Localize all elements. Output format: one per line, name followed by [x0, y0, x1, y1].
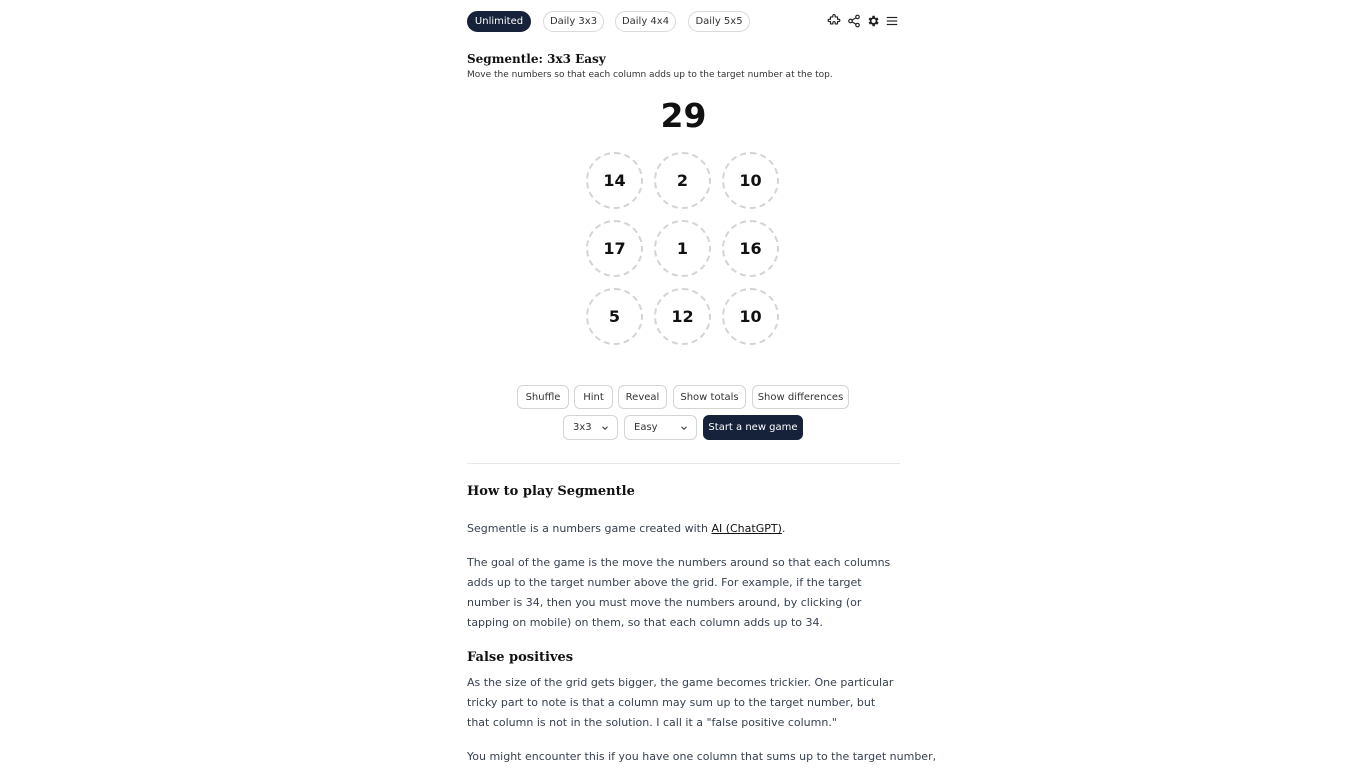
- hint-button[interactable]: Hint: [574, 385, 613, 409]
- grid-cell[interactable]: 14: [586, 152, 643, 209]
- tab-unlimited[interactable]: Unlimited: [467, 11, 531, 32]
- grid-cell[interactable]: 5: [586, 288, 643, 345]
- tab-daily-3x3[interactable]: Daily 3x3: [543, 11, 604, 32]
- size-select[interactable]: [563, 415, 618, 440]
- intro-suffix: .: [781, 522, 786, 535]
- grid-cell[interactable]: 1: [654, 220, 711, 277]
- tab-daily-4x4[interactable]: Daily 4x4: [615, 11, 676, 32]
- grid-cell[interactable]: 10: [722, 152, 779, 209]
- puzzle-icon[interactable]: [826, 13, 842, 29]
- share-icon[interactable]: [846, 13, 862, 29]
- new-game-button[interactable]: Start a new game: [703, 415, 803, 440]
- goal-paragraph: The goal of the game is the move the numbers around so that each columns adds up to the target number above the grid. For example, if the target number is 34, then you must move the numbers around, by clicking (or tapping on mobile) on them, so that each column adds up to 34.: [467, 556, 891, 629]
- shuffle-button[interactable]: Shuffle: [517, 385, 569, 409]
- size-select-value: 3x3: [573, 422, 592, 433]
- difficulty-select-value: Easy: [634, 422, 658, 433]
- how-to-play-heading: How to play Segmentle: [467, 484, 635, 499]
- difficulty-select[interactable]: [624, 415, 697, 440]
- top-nav: [467, 11, 900, 33]
- chevron-down-icon: [679, 423, 689, 433]
- gear-icon[interactable]: [865, 13, 881, 29]
- menu-icon[interactable]: [884, 13, 900, 29]
- show-differences-button[interactable]: Show differences: [752, 385, 849, 409]
- false-positives-paragraph: As the size of the grid gets bigger, the game becomes trickier. One particular tricky part to note is that a column may sum up to the target number, but that column is not in the solution. I call it a "false positive column.": [467, 676, 894, 729]
- chevron-down-icon: [600, 423, 610, 433]
- grid-cell[interactable]: 16: [722, 220, 779, 277]
- grid-cell[interactable]: 12: [654, 288, 711, 345]
- divider: [467, 463, 900, 464]
- grid-cell[interactable]: 10: [722, 288, 779, 345]
- game-description: Move the numbers so that each column adds up to the target number at the top.: [467, 70, 833, 80]
- target-number: 29: [660, 96, 707, 135]
- tab-daily-5x5[interactable]: Daily 5x5: [688, 11, 750, 32]
- grid-cell[interactable]: 17: [586, 220, 643, 277]
- intro-text: Segmentle is a numbers game created with: [467, 522, 712, 535]
- encounter-paragraph: You might encounter this if you have one column that sums up to the target number,: [467, 750, 937, 763]
- intro-paragraph: [467, 519, 900, 539]
- false-positives-heading: False positives: [467, 650, 574, 665]
- reveal-button[interactable]: Reveal: [618, 385, 667, 409]
- grid-cell[interactable]: 2: [654, 152, 711, 209]
- game-title: Segmentle: 3x3 Easy: [467, 52, 606, 66]
- show-totals-button[interactable]: Show totals: [673, 385, 746, 409]
- chatgpt-link[interactable]: AI (ChatGPT): [711, 522, 782, 535]
